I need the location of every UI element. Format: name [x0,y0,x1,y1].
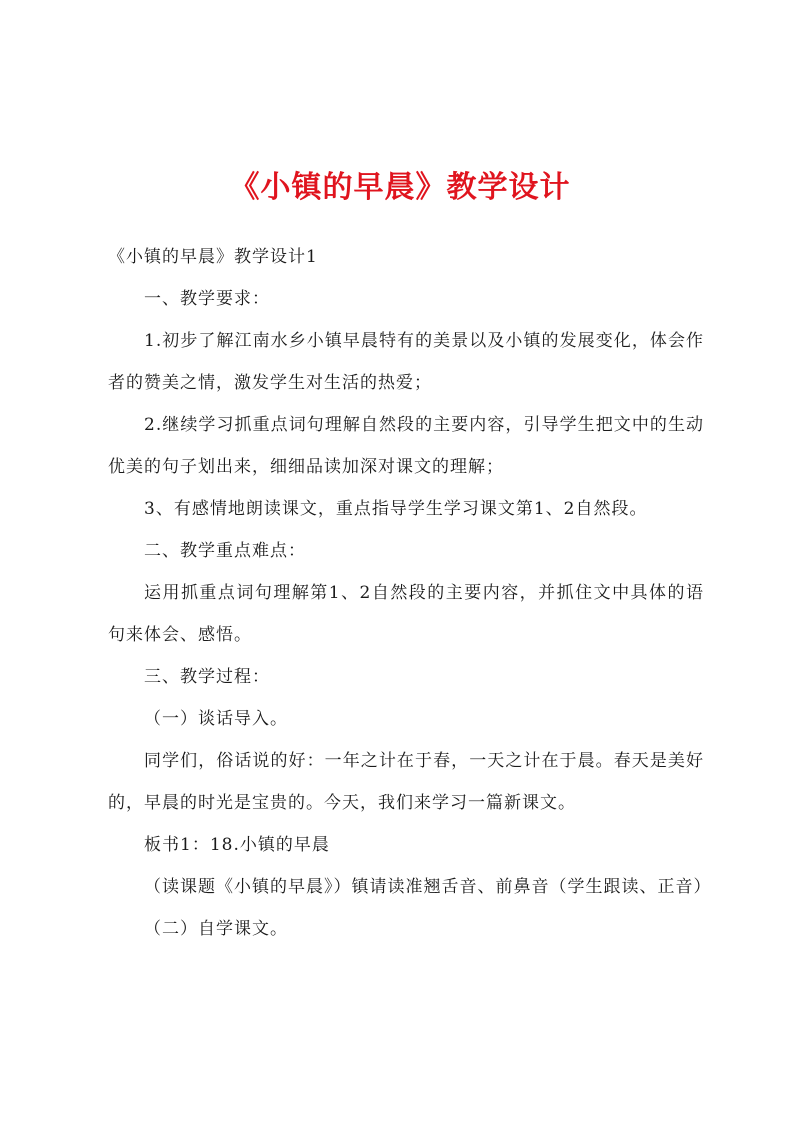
paragraph-requirement-2: 2.继续学习抓重点词句理解自然段的主要内容，引导学生把文中的生动优美的句子划出来，细细品读加深对课文的理解； [108,415,704,477]
paragraph-read-title: （读课题《小镇的早晨》）镇请读准翘舌音、前鼻音（学生跟读、正音） [144,877,712,897]
paragraph-section-3-heading: 三、教学过程： [144,667,270,687]
paragraph-board-writing: 板书1：18.小镇的早晨 [144,835,330,855]
paragraph-section-1-heading: 一、教学要求： [144,289,270,309]
paragraph-section-2-heading: 二、教学重点难点： [144,541,306,561]
paragraph-requirement-1: 1.初步了解江南水乡小镇早晨特有的美景以及小镇的发展变化，体会作者的赞美之情，激发学生对生活的热爱； [108,331,704,393]
paragraph-step-2-heading: （二）自学课文。 [144,919,288,939]
document-body [108,236,712,950]
document-title: 《小镇的早晨》教学设计 [229,170,571,205]
paragraph-heading: 《小镇的早晨》教学设计1 [108,247,318,267]
paragraph-step-1-heading: （一）谈话导入。 [144,709,288,729]
paragraph-key-points: 运用抓重点词句理解第1、2自然段的主要内容，并抓住文中具体的语句来体会、感悟。 [108,583,704,645]
paragraph-intro-talk: 同学们，俗话说的好：一年之计在于春，一天之计在于晨。春天是美好的，早晨的时光是宝贵的。今天，我们来学习一篇新课文。 [108,751,704,813]
paragraph-requirement-3: 3、有感情地朗读课文，重点指导学生学习课文第1、2自然段。 [144,499,648,519]
